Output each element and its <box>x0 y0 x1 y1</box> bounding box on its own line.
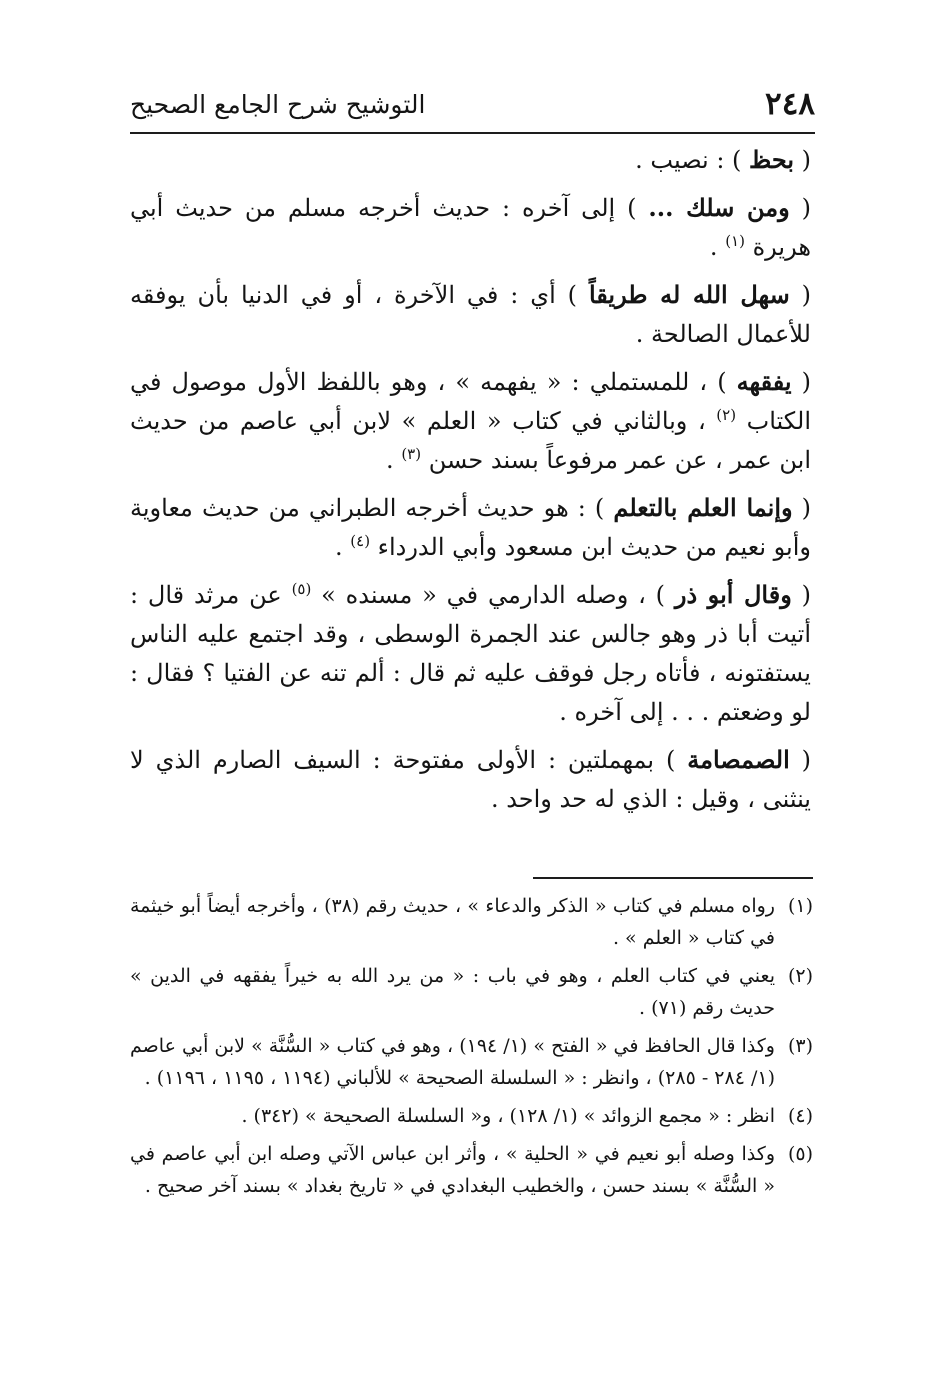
commentary-tail: عن مرثد قال : أتيت أبا ذر وهو جالس عند الجمرة الوسطى ، وقد اجتمع عليه الناس يستفتونه ، فأتاه رجل فوقف عليه ثم قال : ألم تنه عن الفتيا ؟ فقال : لو وضعتم . . . إلى آخره . <box>130 581 811 726</box>
lemma: ومن سلك ... <box>648 193 790 222</box>
footnote-ref: (٥) <box>291 580 312 598</box>
footnote-number: (٥) <box>787 1143 813 1165</box>
commentary: ) ، للمستملي : « يفهمه » ، وهو باللفظ الأول موصول في الكتاب <box>130 368 811 435</box>
footnote-text: يعني في كتاب العلم ، وهو في باب : « من يرد الله به خيراً يفقهه في الدين » حديث رقم (٧١) . <box>130 965 775 1019</box>
footnote-text: رواه مسلم في كتاب « الذكر والدعاء » ، حديث رقم (٣٨) ، وأخرجه أيضاً أبو خيثمة في كتاب « العلم » . <box>130 895 775 949</box>
open-paren: ( <box>791 368 811 396</box>
footnote-3 <box>130 1030 813 1094</box>
commentary-tail: . <box>335 533 351 561</box>
footnote-number: (٢) <box>787 965 813 987</box>
open-paren: ( <box>792 494 811 522</box>
open-paren: ( <box>789 194 811 222</box>
main-text <box>130 140 811 827</box>
footnote-5 <box>130 1138 813 1202</box>
footnote-text: انظر : « مجمع الزوائد » (١/ ١٢٨) ، و« السلسلة الصحيحة » (٣٤٢) . <box>241 1105 775 1127</box>
open-paren: ( <box>789 281 811 309</box>
paragraph-man-salak <box>130 188 811 267</box>
footnote-number: (٣) <box>787 1035 813 1057</box>
footnote-ref: (١) <box>725 232 745 250</box>
page-header <box>130 84 815 134</box>
footnote-ref: (٢) <box>716 406 737 424</box>
paragraph-bihazz <box>130 140 811 180</box>
footnote-ref: (٤) <box>350 532 371 550</box>
open-paren: ( <box>789 746 811 774</box>
lemma: بحظ <box>749 145 794 174</box>
footnote-number: (١) <box>787 895 813 917</box>
paragraph-sahhal <box>130 275 811 354</box>
footnote-ref: (٣) <box>401 445 422 463</box>
footnote-text: وكذا وصله أبو نعيم في « الحلية » ، وأثر ابن عباس الآتي وصله ابن أبي عاصم في « السُّنَّة » بسند حسن ، والخطيب البغدادي في « تاريخ بغداد » بسند آخر صحيح . <box>130 1143 775 1197</box>
paragraph-innama-al-ilm <box>130 488 811 567</box>
commentary-tail: . <box>709 233 726 261</box>
footnote-text: وكذا قال الحافظ في « الفتح » (١/ ١٩٤) ، وهو في كتاب « السُّنَّة » لابن أبي عاصم (١/ ٢٨٤ - ٢٨٥) ، وانظر : « السلسلة الصحيحة » للألباني (١١٩٤ ، ١١٩٥ ، ١١٩٦) . <box>130 1035 775 1089</box>
paragraph-samsama <box>130 740 811 819</box>
commentary: ) : هو حديث أخرجه الطبراني من حديث معاوية وأبو نعيم من حديث ابن مسعود وأبي الدرداء <box>130 494 811 561</box>
open-paren: ( <box>794 146 811 174</box>
lemma: وإنما العلم بالتعلم <box>613 493 793 522</box>
footnote-separator <box>533 877 813 879</box>
commentary: ) إلى آخره : حديث أخرجه مسلم من حديث أبي هريرة <box>130 194 811 261</box>
running-title: التوشيح شرح الجامع الصحيح <box>130 90 426 119</box>
page-number: ٢٤٨ <box>765 86 815 122</box>
lemma: يفقهه <box>736 367 792 396</box>
commentary: ) أي : في الآخرة ، أو في الدنيا بأن يوفقه للأعمال الصالحة . <box>130 281 811 348</box>
lemma: سهل الله له طريقاً <box>588 280 790 309</box>
lemma: الصمصامة <box>687 745 790 774</box>
lemma: وقال أبو ذر <box>674 580 792 609</box>
commentary-tail: . <box>386 446 402 474</box>
footnote-1 <box>130 890 813 954</box>
open-paren: ( <box>791 581 811 609</box>
commentary: ) بمهملتين : الأولى مفتوحة : السيف الصارم الذي لا ينثنى ، وقيل : الذي له حد واحد . <box>130 746 811 813</box>
commentary-tail: ، وبالثاني في كتاب « العلم » لابن أبي عاصم من حديث ابن عمر ، عن عمر مرفوعاً بسند حسن <box>130 407 811 474</box>
paragraph-yufaqqihhu <box>130 362 811 480</box>
paragraph-abu-dharr <box>130 575 811 732</box>
footnotes <box>130 890 813 1208</box>
footnote-number: (٤) <box>787 1105 813 1127</box>
footnote-4 <box>130 1100 813 1132</box>
commentary: ) ، وصله الدارمي في « مسنده » <box>311 581 675 609</box>
footnote-2 <box>130 960 813 1024</box>
commentary: ) : نصيب . <box>635 146 750 174</box>
